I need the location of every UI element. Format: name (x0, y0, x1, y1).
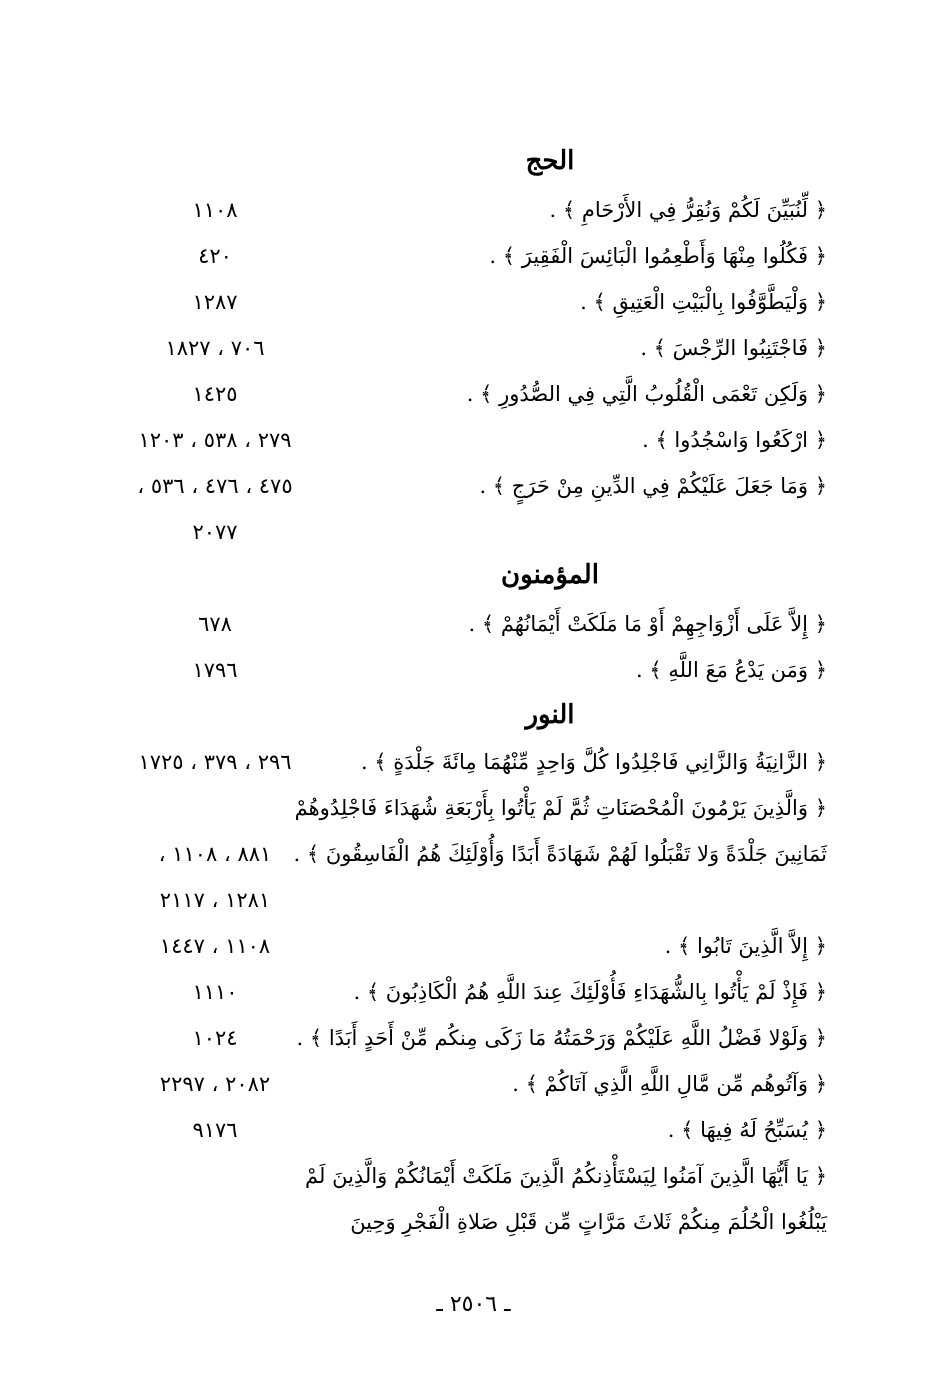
page-refs: ١٤٢٥ (192, 382, 238, 406)
verse-line: ﴿ وَلَوْلا فَضْلُ اللَّهِ عَلَيْكُمْ وَرَحْمَتُهُ مَا زَكَى مِنكُم مِّنْ أَحَدٍ أَبَدًا ﴾ . (296, 1026, 827, 1050)
verse-line: ﴿ يُسَبِّحُ لَهُ فِيهَا ﴾ . (667, 1118, 827, 1142)
page-refs: ٢٠٧٧ (192, 520, 238, 544)
page-refs: ٩١٧٦ (192, 1118, 238, 1142)
page-refs: ٤٢٠ (198, 244, 232, 268)
verse-line: ﴿ وَآتُوهُم مِّن مَّالِ اللَّهِ الَّذِي آتَاكُمْ ﴾ . (512, 1072, 827, 1096)
page-refs: ٢٩٦ ، ٣٧٩ ، ١٧٢٥ (138, 750, 292, 774)
page-refs: ٢٠٨٢ ، ٢٢٩٧ (159, 1072, 271, 1096)
page-refs: ٨٨١ ، ١١٠٨ ، (158, 842, 272, 866)
page-refs: ١١٠٨ ، ١٤٤٧ (159, 934, 271, 958)
verse-line: ﴿ فَاجْتَنِبُوا الرِّجْسَ ﴾ . (640, 336, 827, 360)
page-refs: ١١٠٨ (192, 198, 238, 222)
page-refs: ١٧٩٦ (192, 658, 238, 682)
verse-line: ثَمَانِينَ جَلْدَةً وَلا تَقْبَلُوا لَهُمْ شَهَادَةً أَبَدًا وَأُوْلَئِكَ هُمُ الْفَاسِقُونَ ﴾ . (293, 842, 827, 866)
verse-line: ﴿ فَكُلُوا مِنْهَا وَأَطْعِمُوا الْبَائِسَ الْفَقِيرَ ﴾ . (489, 244, 827, 268)
section-title-nur: النور (525, 700, 575, 730)
page-refs: ٦٧٨ (198, 612, 232, 636)
verse-line: ﴿ وَلْيَطَّوَّفُوا بِالْبَيْتِ الْعَتِيقِ ﴾ . (580, 290, 827, 314)
verse-line: ﴿ الزَّانِيَةُ وَالزَّانِي فَاجْلِدُوا كُلَّ وَاحِدٍ مِّنْهُمَا مِائَةَ جَلْدَةٍ ﴾ . (360, 750, 827, 774)
section-title-muminun: المؤمنون (501, 560, 599, 590)
verse-line: ﴿ إِلاَّ عَلَى أَزْوَاجِهِمْ أَوْ مَا مَلَكَتْ أَيْمَانُهُمْ ﴾ . (468, 612, 827, 636)
verse-line: ﴿ وَالَّذِينَ يَرْمُونَ الْمُحْصَنَاتِ ثُمَّ لَمْ يَأْتُوا بِأَرْبَعَةِ شُهَدَاءَ فَاجْلِدُوهُمْ (294, 796, 827, 820)
page-refs: ١٢٨٧ (192, 290, 238, 314)
page-refs: ١١١٠ (192, 980, 238, 1004)
page-refs: ٧٠٦ ، ١٨٢٧ (165, 336, 265, 360)
verse-line: ﴿ وَمَا جَعَلَ عَلَيْكُمْ فِي الدِّينِ مِنْ حَرَجٍ ﴾ . (479, 474, 827, 498)
section-title-hajj: الحج (525, 146, 575, 176)
page-refs: ١٢٨١ ، ٢١١٧ (159, 888, 271, 912)
verse-line: ﴿ لِّنُبَيِّنَ لَكُمْ وَنُقِرُّ فِي الأَرْحَامِ ﴾ . (549, 198, 827, 222)
verse-line: ﴿ وَمَن يَدْعُ مَعَ اللَّهِ ﴾ . (636, 658, 827, 682)
page-refs: ٤٧٥ ، ٤٧٦ ، ٥٣٦ ، (137, 474, 293, 498)
verse-line: ﴿ وَلَكِن تَعْمَى الْقُلُوبُ الَّتِي فِي الصُّدُورِ ﴾ . (466, 382, 827, 406)
page-refs: ٢٧٩ ، ٥٣٨ ، ١٢٠٣ (138, 428, 292, 452)
page-number: ـ ٢٥٠٦ ـ (436, 1292, 511, 1317)
page-refs: ١٠٢٤ (192, 1026, 238, 1050)
verse-line: ﴿ ارْكَعُوا وَاسْجُدُوا ﴾ . (642, 428, 827, 452)
verse-line: ﴿ إِلاَّ الَّذِينَ تَابُوا ﴾ . (664, 934, 827, 958)
verse-line: ﴿ فَإِذْ لَمْ يَأْتُوا بِالشُّهَدَاءِ فَأُوْلَئِكَ عِندَ اللَّهِ هُمُ الْكَاذِبُونَ ﴾ . (353, 980, 827, 1004)
verse-line: ﴿ يَا أَيُّهَا الَّذِينَ آمَنُوا لِيَسْتَأْذِنكُمُ الَّذِينَ مَلَكَتْ أَيْمَانُكُمْ وَالَّذِينَ لَمْ (305, 1164, 827, 1188)
verse-line: يَبْلُغُوا الْحُلُمَ مِنكُمْ ثَلاثَ مَرَّاتٍ مِّن قَبْلِ صَلاةِ الْفَجْرِ وَحِينَ (350, 1210, 827, 1234)
